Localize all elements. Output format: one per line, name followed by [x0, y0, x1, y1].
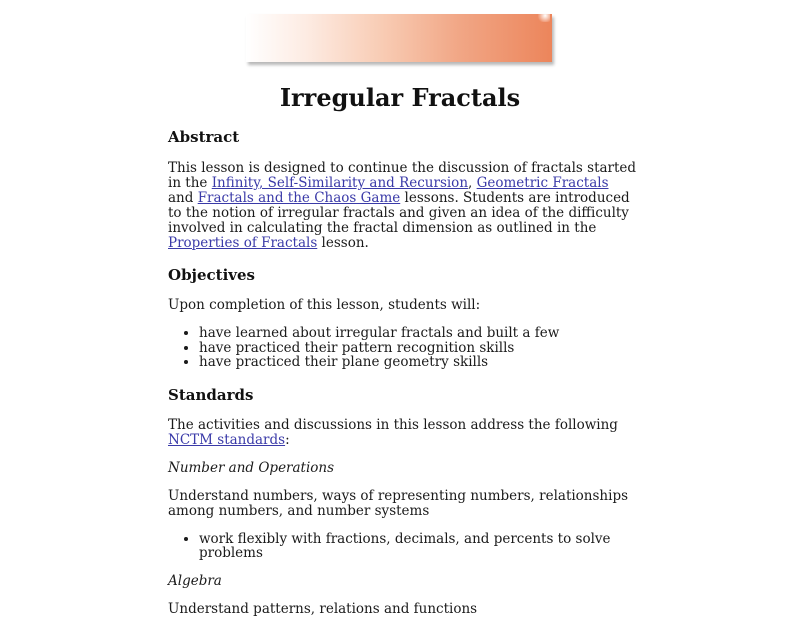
standards-heading: Standards — [168, 385, 254, 404]
standards-intro — [168, 418, 638, 448]
abstract-text: lessons. Students are introduced to the notion of irregular fractals and given an idea of the difficulty involved in calculating the fractal dimension as outlined in the — [168, 190, 630, 236]
list-item: • have practiced their pattern recognition skills — [199, 341, 638, 356]
objectives-heading: Objectives — [168, 266, 255, 284]
standards-text: : — [285, 431, 290, 448]
list-item: • have learned about irregular fractals and built a few — [199, 326, 638, 341]
abstract-paragraph — [168, 161, 638, 251]
abstract-text: This lesson is designed to continue the discussion of fractals started in the — [168, 160, 637, 191]
link-fractals-chaos-game[interactable]: Fractals and the Chaos Game — [197, 190, 401, 206]
page-title: Irregular Fractals — [279, 83, 521, 112]
lesson-content — [168, 128, 638, 617]
standards-text: The activities and discussions in this lesson address the following — [168, 416, 618, 433]
standards-section — [168, 386, 638, 617]
standard-category-title: Algebra — [168, 572, 222, 589]
list-item: • work flexibly with fractions, decimals, and percents to solve problems — [199, 532, 638, 561]
list-item: • have practiced their plane geometry skills — [199, 355, 638, 370]
link-geometric-fractals[interactable]: Geometric Fractals — [476, 175, 609, 191]
banner-gradient-image — [246, 14, 552, 62]
abstract-text: , — [468, 175, 477, 191]
abstract-text: lesson. — [317, 235, 369, 251]
objectives-intro: Upon completion of this lesson, students will: — [168, 297, 481, 313]
standard-description: Understand patterns, relations and functions — [168, 600, 478, 617]
header-banner — [246, 14, 554, 66]
objectives-list — [168, 326, 638, 370]
link-properties-of-fractals[interactable]: Properties of Fractals — [168, 235, 318, 251]
objectives-section — [168, 266, 638, 370]
standard-category-title: Number and Operations — [168, 459, 335, 476]
abstract-heading: Abstract — [168, 128, 240, 146]
standard-expectations-list — [168, 532, 638, 561]
link-infinity-self-similarity-recursion[interactable]: Infinity, Self-Similarity and Recursion — [211, 175, 469, 191]
abstract-section — [168, 128, 638, 251]
abstract-text: and — [168, 190, 198, 206]
link-nctm-standards[interactable]: NCTM standards — [168, 431, 286, 448]
standard-description: Understand numbers, ways of representing numbers, relationships among numbers, and number systems — [168, 487, 629, 519]
